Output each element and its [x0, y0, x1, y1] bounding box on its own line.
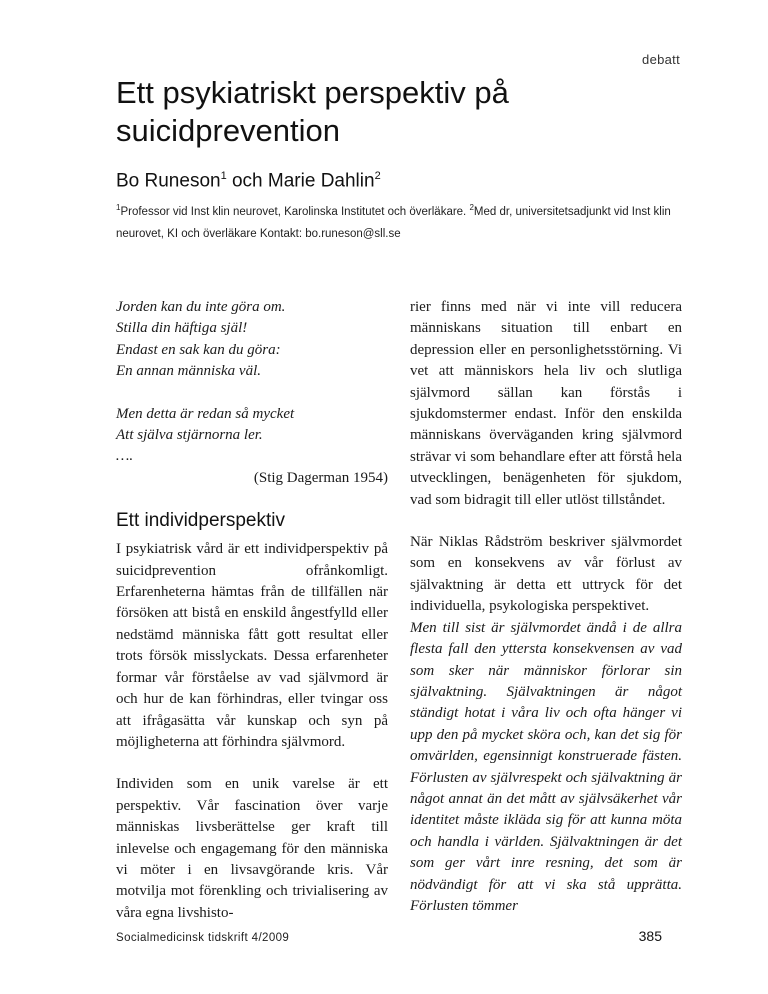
section-tag: debatt	[642, 52, 680, 67]
body-paragraph: Individen som en unik varelse är ett perspektiv. Vår fascination över varje människas livsberättelse ger kraft till inlevelse och engagemang för den människa vi möter i en livsavgörande kris. Vår motvilja mot förenkling och trivialisering av våra egna livshisto-	[116, 776, 388, 921]
body-paragraph: I psykiatrisk vård är ett individperspektiv på suicidprevention ofrånkomligt. Erfarenheterna hämtas från de tillfällen när försöken att bistå en enskild ångestfylld eller nedstämd människa fått gott resultat eller trots försök misslyckats. Dessa erfarenheter formar vår förståelse av vad självmord är och hur de kan förhindras, eller tvingar oss att ifrågasätta vår kunskap och syn på möjligheterna att förhindra självmord.	[116, 541, 388, 750]
right-column	[410, 297, 682, 917]
affiliation-mark: 2	[374, 170, 381, 182]
epigraph-poem	[116, 297, 388, 489]
body-paragraph: När Niklas Rådström beskriver självmordet som en konsekvens av vår förlust av självaktning är detta ett uttryck för det individuella, psykologiska perspektivet.	[410, 534, 682, 615]
poem-line: Stilla din häftiga själ!	[116, 320, 248, 337]
poem-line: Jorden kan du inte göra om.	[116, 299, 286, 315]
poem-line: En annan människa väl.	[116, 363, 261, 380]
author-name: Marie Dahlin	[267, 170, 375, 192]
affiliation-2: Med dr, universitetsadjunkt vid Inst klin neurovet, KI och överläkare Kontakt: bo.runeson@sll.se	[116, 205, 671, 240]
poem-credit: (Stig Dagerman 1954)	[253, 469, 388, 486]
block-quote: Men till sist är självmordet ändå i de allra flesta fall den yttersta konsekvensen av vad som sker när människor förlorar sin självaktning. Självaktningen är något ständigt hotat i våra liv och ofta hänger vi upp den på mycket sköra och, kan det sig för omvärlden, egensinnigt konstruerade fästen. Förlusten av självrespekt och självaktning är något annat än det mått av självsäkerhet vår identitet måste ikläda sig för att kunna möta och handla i världen. Självaktningen är det som ger vårt inre resning, det som är nödvändigt för att vi ska stå upprätta. Förlusten tömmer	[410, 619, 682, 914]
author-joiner: och	[226, 170, 268, 192]
affiliations	[116, 197, 686, 245]
journal-footer: Socialmedicinsk tidskrift 4/2009	[116, 932, 290, 944]
body-paragraph: rier finns med när vi inte vill reducera människans situation till enbart en depression eller en personlighetsstörning. Vi vet att människors hela liv och slutliga självmord sällan kan förstås i sjukdomstermer endast. Inför den enskilda människans överväganden kring självmord strävar vi som behandlare efter att förstå hela utvecklingen, benägenheten för sjukdom, vad som bidragit till eller utlöst tillståndet.	[410, 299, 682, 508]
left-column	[116, 297, 388, 924]
author-name: Bo Runeson	[116, 170, 221, 192]
page-number: 385	[638, 928, 662, 944]
author-line	[116, 170, 381, 192]
poem-line: ….	[116, 448, 134, 465]
poem-line: Men detta är redan så mycket	[116, 405, 295, 422]
poem-line: Att själva stjärnorna ler.	[116, 427, 263, 444]
affiliation-mark: 1	[220, 170, 227, 182]
affiliation-1: Professor vid Inst klin neurovet, Karolinska Institutet och överläkare.	[120, 205, 467, 218]
section-heading: Ett individperspektiv	[116, 510, 285, 532]
affiliation-mark: 2	[469, 203, 474, 212]
poem-line: Endast en sak kan du göra:	[116, 341, 281, 358]
article-title: Ett psykiatriskt perspektiv på suicidprevention	[116, 75, 509, 148]
affiliation-mark: 1	[116, 203, 121, 212]
